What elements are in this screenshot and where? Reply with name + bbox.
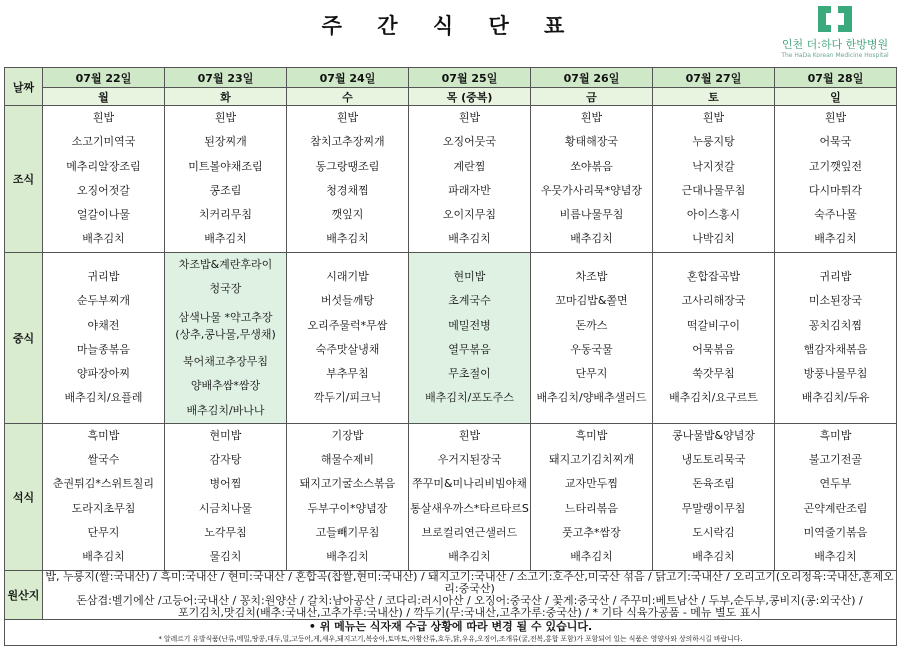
menu-item: 배추김치/포도주스	[425, 391, 514, 405]
menu-item: 오이지무침	[442, 208, 497, 222]
menu-item: 흑미밥	[87, 428, 120, 442]
menu-item: 초계국수	[448, 294, 491, 308]
menu-item: 북어채고추장무침	[182, 354, 268, 368]
lunch-menu-cell	[531, 252, 653, 423]
page-title: 주 간 식 단 표	[321, 14, 579, 38]
menu-item: 배추김치/바나나	[186, 403, 265, 417]
menu-item: 배추김치	[82, 232, 125, 246]
menu-item: 흰밥	[458, 111, 481, 124]
breakfast-menu-cell	[165, 106, 287, 253]
menu-item: 나박김치	[692, 232, 735, 246]
menu-item: 소고기미역국	[71, 135, 136, 149]
origin-info	[43, 570, 897, 619]
lunch-row	[5, 252, 897, 423]
lunch-menu-cell	[43, 252, 165, 423]
menu-item: 쏘야볶음	[570, 159, 613, 173]
menu-item: 근대나물무침	[681, 183, 746, 197]
menu-item: 배추김치	[326, 550, 369, 564]
dinner-menu-cell	[775, 423, 897, 570]
notice-row	[5, 619, 897, 645]
menu-item: 아이스홍시	[686, 208, 741, 222]
menu-item: 흰밥	[92, 111, 115, 124]
breakfast-menu-cell	[287, 106, 409, 253]
date-cell: 07월 24일	[287, 68, 409, 88]
menu-item: 된장찌개	[204, 135, 247, 149]
menu-item: 햄감자채볶음	[803, 342, 868, 356]
dinner-menu-cell	[531, 423, 653, 570]
lunch-menu-cell	[653, 252, 775, 423]
date-header: 날짜	[5, 68, 43, 106]
menu-item: 얼갈이나물	[76, 208, 131, 222]
menu-item: 배추김치	[448, 232, 491, 246]
menu-item: 흑미밥	[819, 428, 852, 442]
dinner-menu-cell	[165, 423, 287, 570]
menu-item: 오리주물럭*무쌈	[307, 318, 388, 332]
menu-item: 느타리볶음	[564, 501, 619, 515]
menu-item: 차조밥	[575, 269, 608, 283]
menu-item: 부추무침	[326, 367, 369, 381]
menu-item: 배추김치	[692, 550, 735, 564]
weekday-cell: 수	[287, 88, 409, 106]
menu-item: 계란찜	[453, 159, 486, 173]
menu-item: 콩조림	[209, 183, 242, 197]
menu-item: 단무지	[87, 526, 120, 540]
menu-item: 단무지	[575, 367, 608, 381]
menu-item: 고들빼기무침	[315, 526, 380, 540]
lunch-header: 중식	[5, 252, 43, 423]
menu-item: 현미밥	[453, 269, 486, 283]
menu-item: 꽁치김치찜	[808, 318, 863, 332]
menu-item: 흑미밥	[575, 428, 608, 442]
dinner-menu-cell	[409, 423, 531, 570]
dinner-menu-cell	[287, 423, 409, 570]
menu-item: 도라지초무침	[71, 501, 136, 515]
menu-item: 쌀국수	[87, 453, 120, 467]
menu-item: 귀리밥	[819, 269, 852, 283]
menu-item: 흰밥	[580, 111, 603, 124]
menu-item: 메밀전병	[448, 318, 491, 332]
lunch-menu-cell	[165, 252, 287, 423]
menu-item: 배추김치	[570, 232, 613, 246]
menu-item: 배추김치	[326, 232, 369, 246]
menu-change-notice: • 위 메뉴는 식자재 수급 상황에 따라 변경 될 수 있습니다.	[308, 619, 593, 633]
breakfast-menu-cell	[653, 106, 775, 253]
date-cell: 07월 28일	[775, 68, 897, 88]
menu-item: 누룽지탕	[692, 135, 735, 149]
hospital-logo	[772, 2, 898, 62]
menu-item	[165, 301, 286, 350]
menu-item: 배추김치	[448, 550, 491, 564]
weekday-row	[5, 88, 897, 106]
menu-item: 오징어젓갈	[76, 183, 131, 197]
menu-item: 어묵국	[819, 135, 852, 149]
menu-item: 배추김치/두유	[801, 391, 870, 405]
menu-item: 교자만두찜	[564, 477, 619, 491]
menu-item: 병어찜	[209, 477, 242, 491]
menu-item: 배추김치	[82, 550, 125, 564]
menu-item: 야채전	[87, 318, 120, 332]
menu-item: 물김치	[209, 550, 242, 564]
menu-item: 혼합잡곡밥	[686, 269, 741, 283]
menu-item: 흰밥	[702, 111, 725, 124]
menu-item: 흰밥	[214, 111, 237, 124]
weekday-cell: 토	[653, 88, 775, 106]
menu-item: 배추김치/요구르트	[669, 391, 758, 405]
origin-header: 원산지	[5, 570, 43, 619]
menu-item: 낙지젓갈	[692, 159, 735, 173]
origin-line: 포기김치,맛김치(배추:국내산,고추가루:국내산) / 깍두기(무:국내산,고추가루:중국산) / * 기타 식육가공품 - 메뉴 별도 표시	[177, 605, 762, 619]
lunch-menu-cell	[287, 252, 409, 423]
menu-item: 떡갈비구이	[686, 318, 741, 332]
menu-item: 오징어뭇국	[442, 135, 497, 149]
menu-item: 깻잎지	[331, 208, 364, 222]
menu-item-line: (상추,콩나물,무생채)	[175, 327, 276, 341]
date-cell: 07월 22일	[43, 68, 165, 88]
hospital-name-english: The HaDa Korean Medicine Hospital	[781, 52, 889, 59]
menu-item: 냉도토리묵국	[681, 453, 746, 467]
menu-item: 쭈꾸미&미나리비빔야채	[412, 477, 527, 491]
menu-item: 꼬마김밥&쫄면	[555, 294, 628, 308]
weekday-cell: 금	[531, 88, 653, 106]
menu-item: 미트볼야채조림	[188, 159, 263, 173]
menu-item: 콩나물밥&양념장	[672, 428, 755, 442]
menu-item: 배추김치	[204, 232, 247, 246]
menu-item: 배추김치/요플레	[64, 391, 143, 405]
menu-item: 흰밥	[458, 428, 481, 442]
menu-item: 파래자반	[448, 183, 491, 197]
menu-item: 무초절이	[448, 367, 491, 381]
menu-item: 돈육조림	[692, 477, 735, 491]
hospital-name: 인천 더:하다 한방병원	[781, 38, 889, 51]
menu-item-line: 삼색나물 *약고추장	[178, 310, 273, 324]
origin-row	[5, 570, 897, 619]
menu-item: 방풍나물무침	[803, 367, 868, 381]
menu-item: 돼지고기굴소스볶음	[299, 477, 396, 491]
lunch-menu-cell	[775, 252, 897, 423]
menu-item: 시금치나물	[198, 501, 253, 515]
lunch-menu-cell	[409, 252, 531, 423]
menu-item: 돼지고기김치찌개	[548, 453, 634, 467]
menu-item: 흰밥	[824, 111, 847, 124]
menu-item: 숙주맛살냉채	[315, 342, 380, 356]
menu-item: 통살새우까스*타르타르S	[410, 501, 529, 515]
menu-item: 귀리밥	[87, 269, 120, 283]
menu-item: 치커리무침	[198, 208, 253, 222]
menu-item: 메추리알장조림	[66, 159, 141, 173]
menu-item: 참치고추장찌개	[310, 135, 385, 149]
menu-item: 우거지된장국	[437, 453, 502, 467]
menu-item: 열무볶음	[448, 342, 491, 356]
breakfast-header: 조식	[5, 106, 43, 253]
menu-item: 해물수제비	[320, 453, 375, 467]
menu-item: 양파장아찌	[76, 367, 131, 381]
weekday-cell: 목 (중복)	[409, 88, 531, 106]
origin-line: 돈삼겹:벨기에산 /고등어:국내산 / 꽁치:원양산 / 갈치:남아공산 / 코다리:러시아산 / 오징어:중국산 / 꽃게:중국산 / 주꾸미:베트남산 / 두부,순두부,콩비지(콩:외국산) /	[76, 593, 863, 607]
breakfast-menu-cell	[409, 106, 531, 253]
menu-item: 배추김치/양배추샐러드	[536, 391, 647, 405]
menu-item: 동그랑땡조림	[315, 159, 380, 173]
weekday-cell: 일	[775, 88, 897, 106]
menu-item: 돈까스	[575, 318, 608, 332]
date-cell: 07월 27일	[653, 68, 775, 88]
dinner-row	[5, 423, 897, 570]
menu-item: 현미밥	[209, 428, 242, 442]
menu-item: 청경채찜	[326, 183, 369, 197]
hospital-logo-icon	[818, 6, 852, 32]
menu-item: 순두부찌개	[76, 294, 131, 308]
allergy-notice: * 알레르기 유발식품(난류,메밀,땅콩,대두,밀,고등어,게,새우,돼지고기,복숭아,토마토,아황산류,호두,닭,우유,오징어,조개류(굴,전복,홍합 포함)가 포함되어 있는 식품은 영양사와 상의하시길 바랍니다.	[158, 634, 743, 643]
date-row	[5, 68, 897, 88]
menu-item: 시래기밥	[326, 269, 369, 283]
weekday-cell: 월	[43, 88, 165, 106]
menu-item: 우뭇가사리묵*양념장	[540, 183, 643, 197]
menu-item: 배추김치	[814, 550, 857, 564]
menu-item: 숙주나물	[814, 208, 857, 222]
dinner-header: 석식	[5, 423, 43, 570]
menu-item: 다시마튀각	[808, 183, 863, 197]
menu-item: 양배추쌈*쌈장	[190, 379, 261, 393]
breakfast-menu-cell	[43, 106, 165, 253]
menu-item: 어묵볶음	[692, 342, 735, 356]
breakfast-menu-cell	[775, 106, 897, 253]
menu-item: 기장밥	[331, 428, 364, 442]
origin-line: 밥, 누룽지(쌀:국내산) / 흑미:국내산 / 현미:국내산 / 혼합곡(찹쌀,현미:국내산) / 돼지고기:국내산 / 소고기:호주산,미국산 섞음 / 닭고기:국내산 / 오리고기(오리정육:국내산,훈제오리:중국산)	[45, 569, 894, 595]
dinner-menu-cell	[43, 423, 165, 570]
menu-item: 쑥갓무침	[692, 367, 735, 381]
breakfast-row	[5, 106, 897, 253]
notice-cell	[5, 619, 897, 645]
menu-item: 미소된장국	[808, 294, 863, 308]
menu-item: 브로컬리연근샐러드	[421, 526, 518, 540]
menu-item: 풋고추*쌈장	[562, 526, 621, 540]
menu-item: 깍두기/피크닉	[313, 391, 382, 405]
menu-item: 불고기전골	[808, 453, 863, 467]
menu-item: 배추김치	[814, 232, 857, 246]
dinner-menu-cell	[653, 423, 775, 570]
weekday-cell: 화	[165, 88, 287, 106]
menu-item: 청국장	[209, 282, 242, 296]
menu-item: 황태해장국	[564, 135, 619, 149]
menu-item: 노각무침	[204, 526, 247, 540]
menu-item: 곤약계란조림	[803, 501, 868, 515]
date-cell: 07월 25일	[409, 68, 531, 88]
menu-item: 무말랭이무침	[681, 501, 746, 515]
date-cell: 07월 26일	[531, 68, 653, 88]
menu-item: 고기깻잎전	[808, 159, 863, 173]
menu-item: 고사리해장국	[681, 294, 746, 308]
menu-item: 도시락김	[692, 526, 735, 540]
menu-item: 미역줄기볶음	[803, 526, 868, 540]
breakfast-menu-cell	[531, 106, 653, 253]
menu-item: 흰밥	[336, 111, 359, 124]
menu-item: 차조밥&계란후라이	[178, 257, 273, 271]
menu-item: 춘권튀김*스위트칠리	[52, 477, 155, 491]
menu-item: 우동국물	[570, 342, 613, 356]
menu-item: 마늘종볶음	[76, 342, 131, 356]
menu-item: 연두부	[819, 477, 852, 491]
menu-item: 비름나물무침	[559, 208, 624, 222]
menu-item: 버섯들깨탕	[320, 294, 375, 308]
menu-item: 배추김치	[570, 550, 613, 564]
menu-item: 두부구이*양념장	[307, 501, 388, 515]
date-cell: 07월 23일	[165, 68, 287, 88]
menu-item: 감자탕	[209, 453, 242, 467]
weekly-menu-table	[4, 67, 897, 646]
